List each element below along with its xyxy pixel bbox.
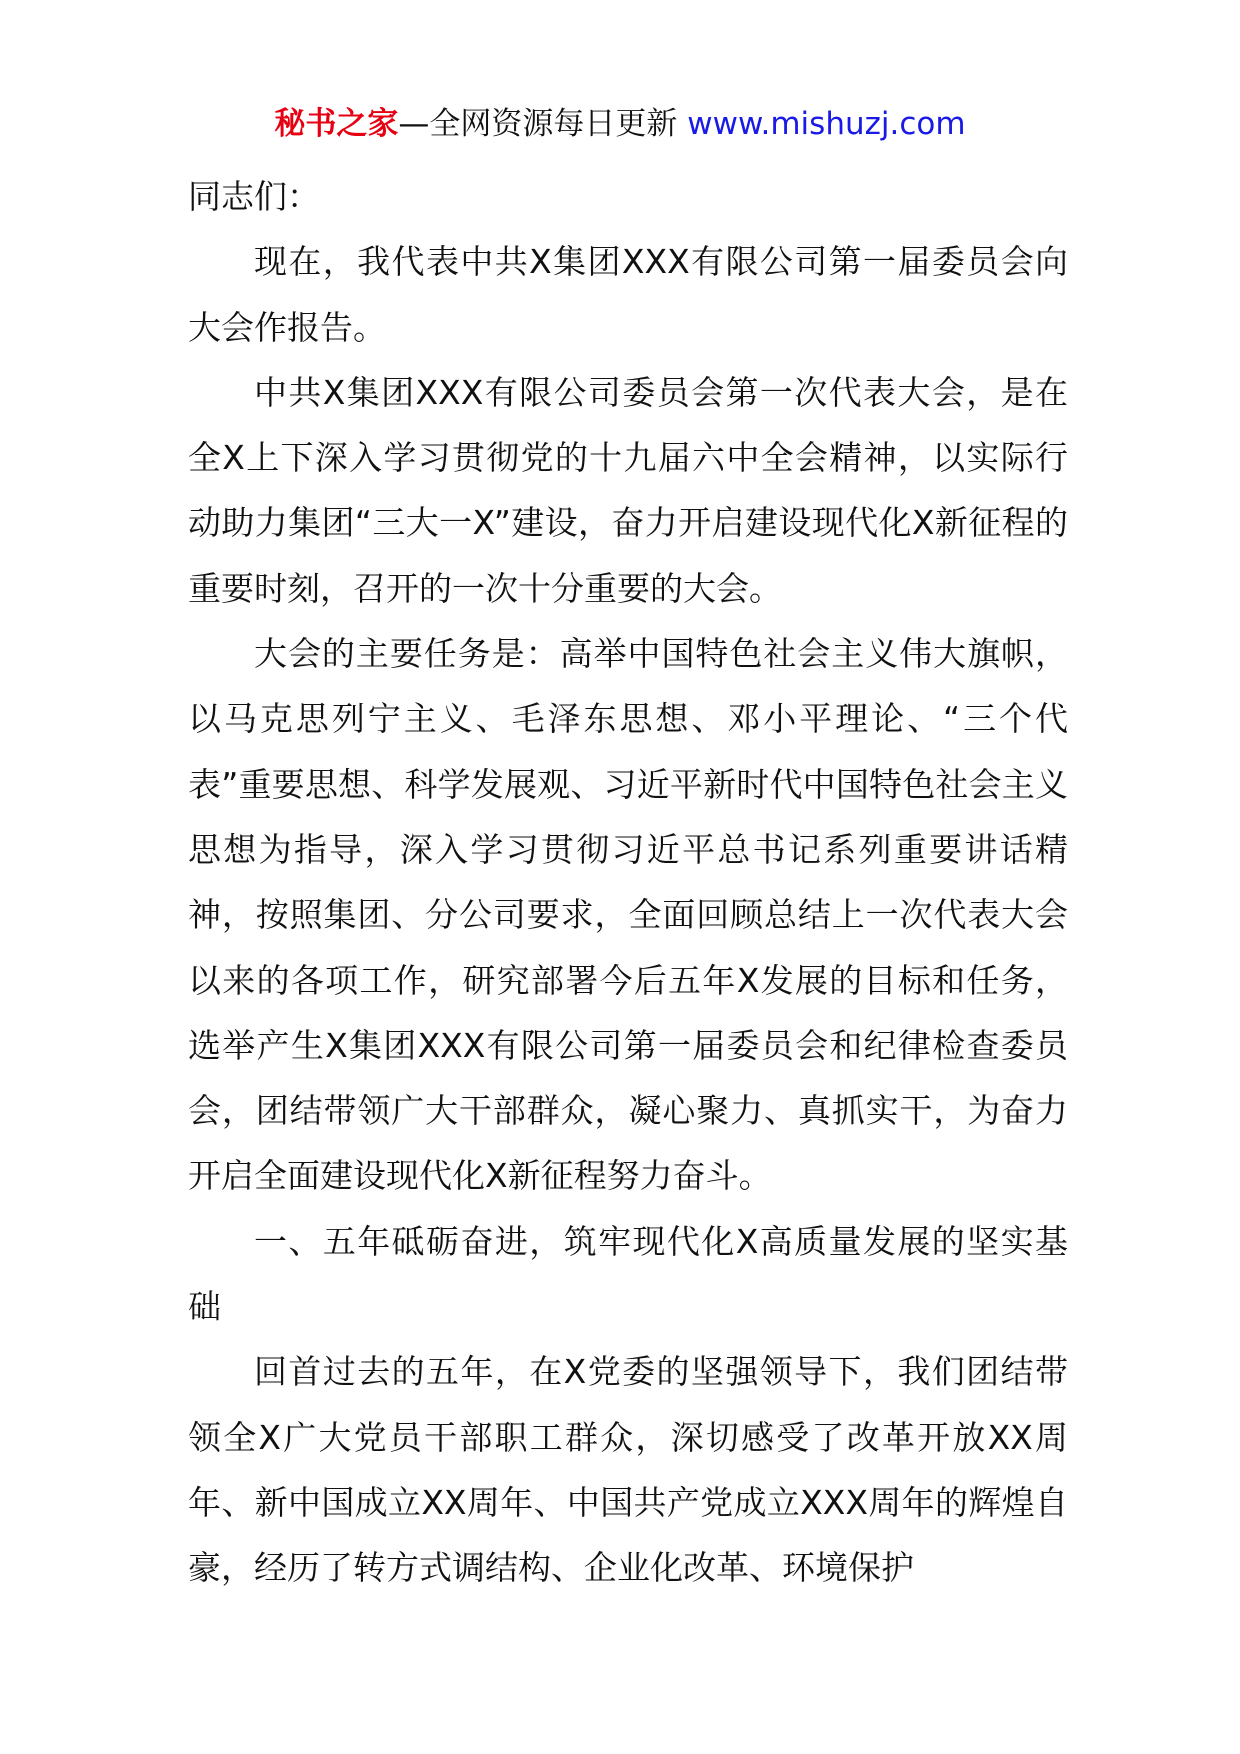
paragraph-meeting-context: 中共X集团XXX有限公司委员会第一次代表大会，是在全X上下深入学习贯彻党的十九届六中全会精神，以实际行动助力集团“三大一X”建设，奋力开启建设现代化X新征程的重要时刻，召开的一次十分重要的大会。 bbox=[188, 372, 1068, 608]
paragraph-review: 回首过去的五年，在X党委的坚强领导下，我们团结带领全X广大党员干部职工群众，深切感受了改革开放XX周年、新中国成立XX周年、中国共产党成立XXX周年的辉煌自豪，经历了转方式调结构、企业化改革、环境保护 bbox=[188, 1352, 1068, 1588]
salutation: 同志们： bbox=[188, 177, 320, 216]
paragraph-opening: 现在，我代表中共X集团XXX有限公司第一届委员会向大会作报告。 bbox=[188, 242, 1068, 347]
paragraph-main-tasks: 大会的主要任务是：高举中国特色社会主义伟大旗帜，以马克思列宁主义、毛泽东思想、邓小平理论、“三个代表”重要思想、科学发展观、习近平新时代中国特色社会主义思想为指导，深入学习贯彻习近平总书记系列重要讲话精神，按照集团、分公司要求，全面回顾总结上一次代表大会以来的各项工作，研究部署今后五年X发展的目标和任务，选举产生X集团XXX有限公司第一届委员会和纪律检查委员会，团结带领广大干部群众，凝心聚力、真抓实干，为奋力开启全面建设现代化X新征程努力奋斗。 bbox=[188, 634, 1068, 1196]
header-slogan: —全网资源每日更新 bbox=[398, 106, 678, 142]
website-link[interactable]: www.mishuzj.com bbox=[687, 106, 966, 142]
watermark-header bbox=[0, 100, 1240, 148]
document-body bbox=[188, 164, 1068, 1601]
brand-name: 秘书之家 bbox=[274, 106, 399, 142]
section-heading: 一、五年砥砺奋进，筑牢现代化X高质量发展的坚实基础 bbox=[188, 1221, 1068, 1327]
